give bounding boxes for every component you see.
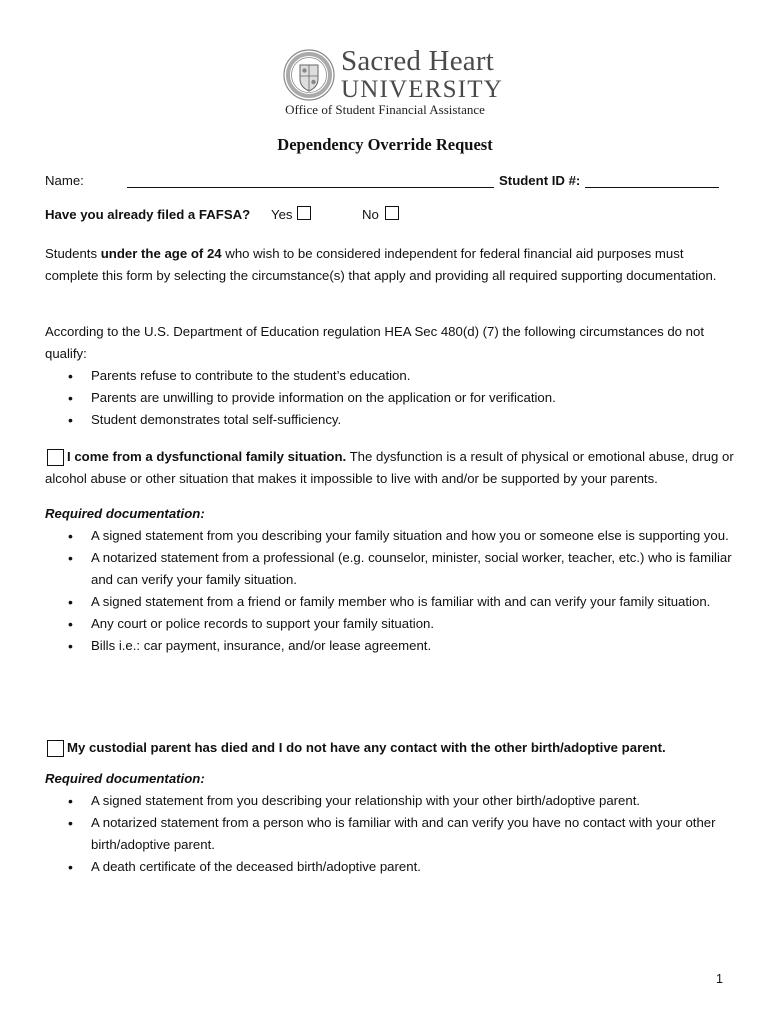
section1-heading: I come from a dysfunctional family situation. — [67, 449, 347, 464]
section2-heading: My custodial parent has died and I do not have any contact with the other birth/adoptive parent. — [67, 740, 666, 755]
fafsa-yes-label: Yes — [271, 207, 293, 222]
page-number: 1 — [716, 972, 723, 986]
university-logo — [283, 47, 503, 102]
section-dysfunctional-family — [45, 446, 735, 657]
student-id-field[interactable] — [585, 187, 719, 188]
list-item: • A signed statement from a friend or family member who is familiar with and can verify your family situation. — [45, 591, 735, 613]
section-deceased-parent — [45, 737, 735, 878]
list-item: • Parents refuse to contribute to the student’s education. — [45, 365, 735, 387]
intro-emphasis: under the age of 24 — [100, 246, 222, 261]
fafsa-yes-checkbox[interactable] — [297, 206, 311, 220]
intro-paragraph — [45, 243, 735, 287]
list-item: • Bills i.e.: car payment, insurance, and/or lease agreement. — [45, 635, 735, 657]
office-name: Office of Student Financial Assistance — [285, 102, 485, 117]
page-title: Dependency Override Request — [277, 135, 493, 154]
university-name-line2: UNIVERSITY — [341, 76, 503, 103]
regulation-list — [45, 365, 735, 431]
intro-text-before: Students — [45, 246, 101, 261]
fafsa-question: Have you already filed a FAFSA? — [45, 207, 251, 222]
list-item: • A signed statement from you describing your family situation and how you or someone else is supporting you. — [45, 525, 735, 547]
list-item: • A death certificate of the deceased birth/adoptive parent. — [45, 856, 735, 878]
list-item: • Any court or police records to support your family situation. — [45, 613, 735, 635]
list-item: • A notarized statement from a person who is familiar with and can verify you have no contact with your other birth/adoptive parent. — [45, 812, 735, 856]
name-field[interactable] — [127, 187, 494, 188]
section1-required-label: Required documentation: — [45, 506, 205, 521]
regulation-section — [45, 321, 735, 431]
list-item: • Student demonstrates total self-sufficiency. — [45, 409, 735, 431]
fafsa-no-checkbox[interactable] — [385, 206, 399, 220]
section1-text: The dysfunction is a result of physical or emotional abuse, drug or alcohol abuse or other situation that makes it impossible to live with and/or be supported by your parents. — [45, 449, 734, 486]
university-seal-icon — [283, 49, 335, 101]
university-name-line1: Sacred Heart — [341, 45, 494, 77]
section2-documentation-list — [45, 790, 735, 878]
regulation-text: According to the U.S. Department of Education regulation HEA Sec 480(d) (7) the following circumstances do not qualify: — [45, 324, 704, 361]
name-label: Name: — [45, 173, 84, 188]
list-item: • A signed statement from you describing your relationship with your other birth/adoptive parent. — [45, 790, 735, 812]
section1-documentation-list — [45, 525, 735, 657]
section2-required-label: Required documentation: — [45, 771, 205, 786]
student-id-label: Student ID #: — [499, 173, 581, 188]
intro-text-after: who wish to be considered independent for federal financial aid purposes must complete this form by selecting the circumstance(s) that apply and providing all required supporting documentation. — [45, 246, 717, 283]
list-item: • A notarized statement from a professional (e.g. counselor, minister, social worker, teacher, etc.) who is familiar and can verify your family situation. — [45, 547, 735, 591]
list-item: • Parents are unwilling to provide information on the application or for verification. — [45, 387, 735, 409]
fafsa-no-label: No — [362, 207, 379, 222]
